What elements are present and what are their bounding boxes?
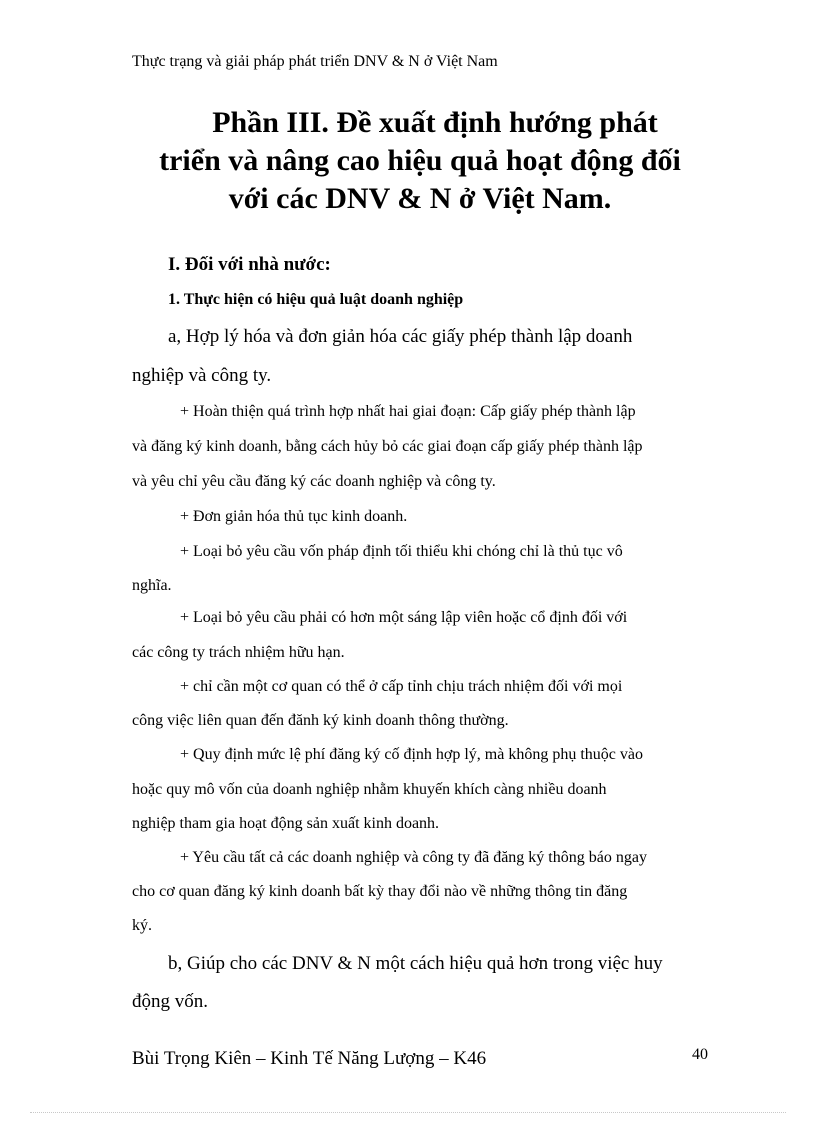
bullet-7-line-3: ký. <box>132 917 152 934</box>
item-b-line-1: b, Giúp cho các DNV & N một cách hiệu quả hơn trong việc huy <box>168 953 663 974</box>
bullet-6-line-2: hoặc quy mô vốn của doanh nghiệp nhằm khuyến khích càng nhiều doanh <box>132 781 607 798</box>
bullet-7-line-1: + Yêu cầu tất cả các doanh nghiệp và công ty đã đăng ký thông báo ngay <box>180 849 647 866</box>
bullet-5-line-2: công việc liên quan đến đănh ký kinh doanh thông thường. <box>132 712 509 729</box>
bullet-3-line-2: nghĩa. <box>132 577 172 594</box>
bullet-7-line-2: cho cơ quan đăng ký kinh doanh bất kỳ thay đổi nào về những thông tin đăng <box>132 883 628 900</box>
title-line-3: với các DNV & N ở Việt Nam. <box>228 182 612 215</box>
chapter-title <box>110 104 730 218</box>
bullet-5-line-1: + chỉ cần một cơ quan có thể ở cấp tỉnh chịu trách nhiệm đối với mọi <box>180 678 623 695</box>
bullet-1-line-1: + Hoàn thiện quá trình hợp nhất hai giai đoạn: Cấp giấy phép thành lập <box>180 403 636 420</box>
bullet-3-line-1: + Loại bỏ yêu cầu vốn pháp định tối thiểu khi chóng chỉ là thủ tục vô <box>180 543 623 560</box>
subsection-heading: 1. Thực hiện có hiệu quả luật doanh nghiệp <box>168 291 464 308</box>
bullet-4-line-2: các công ty trách nhiệm hữu hạn. <box>132 644 345 661</box>
title-line-2: triển và nâng cao hiệu quả hoạt động đối <box>159 144 681 177</box>
bullet-6-line-1: + Quy định mức lệ phí đăng ký cố định hợp lý, mà không phụ thuộc vào <box>180 746 643 763</box>
item-a-line-2: nghiệp và công ty. <box>132 365 272 386</box>
item-a-line-1: a, Hợp lý hóa và đơn giản hóa các giấy phép thành lập doanh <box>168 326 633 347</box>
bullet-1-line-2: và đăng ký kinh doanh, bằng cách hủy bỏ các giai đoạn cấp giấy phép thành lập <box>132 438 643 455</box>
page-number: 40 <box>692 1046 708 1063</box>
section-heading: I. Đối với nhà nước: <box>168 254 331 275</box>
bullet-2-line-1: + Đơn giản hóa thủ tục kinh doanh. <box>180 508 408 525</box>
bullet-1-line-3: và yêu chỉ yêu cầu đăng ký các doanh nghiệp và công ty. <box>132 473 496 490</box>
item-b-line-2: động vốn. <box>132 991 208 1012</box>
bullet-6-line-3: nghiệp tham gia hoạt động sản xuất kinh doanh. <box>132 815 440 832</box>
title-line-1: Phần III. Đề xuất định hướng phát <box>212 106 658 139</box>
running-header: Thực trạng và giải pháp phát triển DNV & N ở Việt Nam <box>132 53 498 70</box>
footer-author: Bùi Trọng Kiên – Kinh Tế Năng Lượng – K46 <box>132 1048 487 1069</box>
bullet-4-line-1: + Loại bỏ yêu cầu phải có hơn một sáng lập viên hoặc cổ định đối với <box>180 609 628 626</box>
page-bottom-divider <box>30 1112 786 1113</box>
